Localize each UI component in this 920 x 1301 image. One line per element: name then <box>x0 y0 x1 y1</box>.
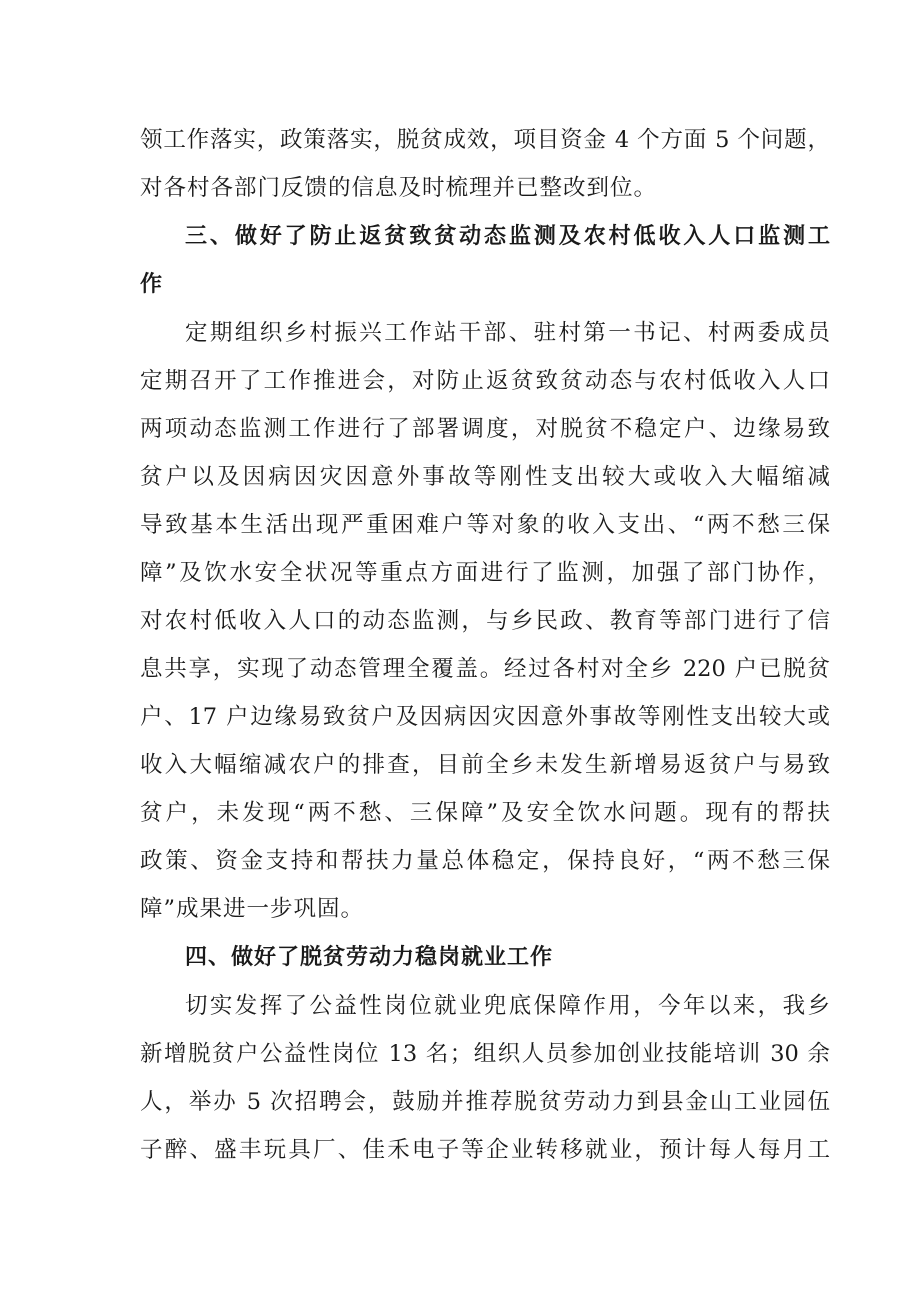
body-text-line: 贫户以及因病因灾因意外事故等刚性支出较大或收入大幅缩减 <box>140 464 830 490</box>
body-text-line: 人，举办 5 次招聘会，鼓励并推荐脱贫劳动力到县金山工业园伍 <box>140 1089 830 1115</box>
body-text-line: 定期召开了工作推进会，对防止返贫致贫动态与农村低收入人口 <box>140 368 830 394</box>
body-text-line: 障”成果进一步巩固。 <box>140 896 365 922</box>
section-heading-3-continued: 作 <box>140 272 164 297</box>
body-text-line: 定期组织乡村振兴工作站干部、驻村第一书记、村两委成员 <box>185 320 830 346</box>
body-text-line: 户、17 户边缘易致贫户及因病因灾因意外事故等刚性支出较大或 <box>140 704 830 730</box>
body-text-line: 新增脱贫户公益性岗位 13 名；组织人员参加创业技能培训 30 余 <box>140 1041 830 1067</box>
body-text-line: 息共享，实现了动态管理全覆盖。经过各村对全乡 220 户已脱贫 <box>140 656 830 682</box>
body-text-line: 障”及饮水安全状况等重点方面进行了监测，加强了部门协作， <box>140 560 830 586</box>
body-text-line: 导致基本生活出现严重困难户等对象的收入支出、“两不愁三保 <box>140 512 830 538</box>
section-heading-4: 四、做好了脱贫劳动力稳岗就业工作 <box>185 945 554 970</box>
body-text-line: 子醉、盛丰玩具厂、佳禾电子等企业转移就业，预计每人每月工 <box>140 1137 830 1163</box>
body-text-line: 对各村各部门反馈的信息及时梳理并已整改到位。 <box>140 175 658 201</box>
body-text-line: 政策、资金支持和帮扶力量总体稳定，保持良好，“两不愁三保 <box>140 848 830 874</box>
body-text-line: 收入大幅缩减农户的排查，目前全乡未发生新增易返贫户与易致 <box>140 752 830 778</box>
body-text-line: 两项动态监测工作进行了部署调度，对脱贫不稳定户、边缘易致 <box>140 416 830 442</box>
section-heading-3: 三、做好了防止返贫致贫动态监测及农村低收入人口监测工 <box>185 224 830 249</box>
body-text-line: 领工作落实，政策落实，脱贫成效，项目资金 4 个方面 5 个问题， <box>140 127 830 153</box>
body-text-line: 贫户，未发现“两不愁、三保障”及安全饮水问题。现有的帮扶 <box>140 800 830 826</box>
body-text-line: 切实发挥了公益性岗位就业兜底保障作用，今年以来，我乡 <box>185 993 830 1019</box>
body-text-line: 对农村低收入人口的动态监测，与乡民政、教育等部门进行了信 <box>140 608 830 634</box>
